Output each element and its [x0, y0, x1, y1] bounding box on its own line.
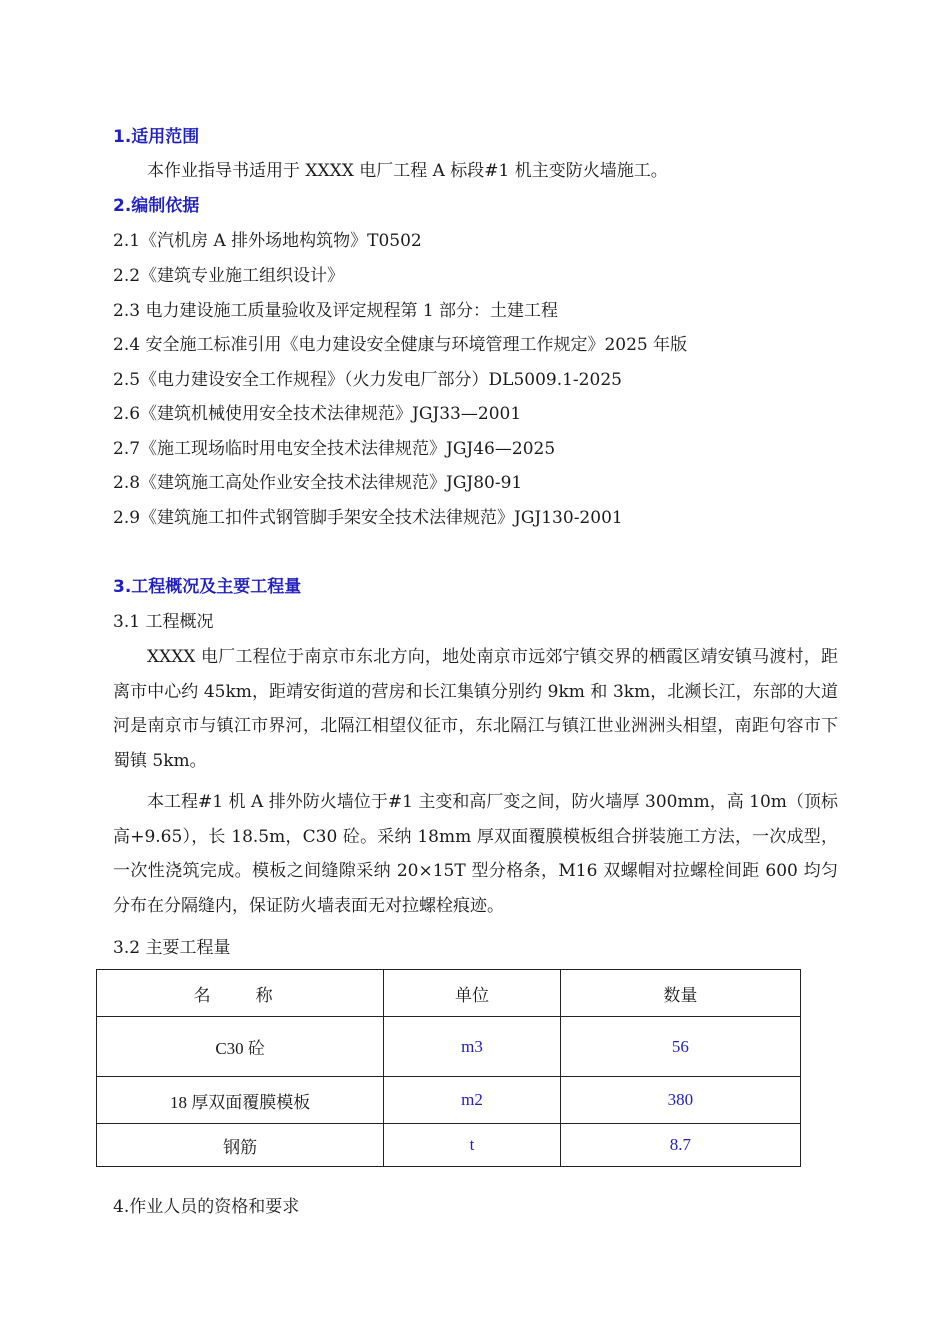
section-1-heading: 1.适用范围 [113, 127, 200, 147]
reference-item: 2.6《建筑机械使用安全技术法律规范》JGJ33—2001 [113, 404, 522, 424]
row-unit: t [384, 1124, 560, 1167]
quantities-table [96, 969, 801, 1167]
reference-item: 2.5《电力建设安全工作规程》（火力发电厂部分）DL5009.1-2025 [113, 370, 622, 390]
subsection-3-1-title: 3.1 工程概况 [113, 612, 214, 632]
row-name: C30 砼 [97, 1017, 384, 1077]
reference-item: 2.4 安全施工标准引用《电力建设安全健康与环境管理工作规定》2025 年版 [113, 335, 688, 355]
header-unit: 单位 [384, 970, 560, 1017]
header-name: 名 称 [97, 970, 384, 1017]
row-name: 钢筋 [97, 1124, 384, 1167]
table-row [97, 1017, 801, 1077]
reference-item: 2.2《建筑专业施工组织设计》 [113, 266, 345, 286]
section-2-heading: 2.编制依据 [113, 196, 200, 216]
row-quantity: 56 [560, 1017, 800, 1077]
row-name: 18 厚双面覆膜模板 [97, 1077, 384, 1124]
row-quantity: 380 [560, 1077, 800, 1124]
row-quantity: 8.7 [560, 1124, 800, 1167]
firewall-description-paragraph: 本工程#1 机 A 排外防火墙位于#1 主变和高厂变之间，防火墙厚 300mm，高 10m（顶标高+9.65），长 18.5m，C30 砼。采纳 18mm 厚双面覆膜模板组合拼装施工方法，一次成型，一次性浇筑完成。模板之间缝隙采纳 20×15T 型分格条，M16 双螺帽对拉螺栓间距 600 均匀分布在分隔缝内，保证防火墙表面无对拉螺栓痕迹。 [113, 792, 838, 916]
row-unit: m2 [384, 1077, 560, 1124]
table-row [97, 1077, 801, 1124]
table-row [97, 1124, 801, 1167]
reference-item: 2.7《施工现场临时用电安全技术法律规范》JGJ46—2025 [113, 439, 556, 459]
header-quantity: 数量 [560, 970, 800, 1017]
table-header-row [97, 970, 801, 1017]
row-unit: m3 [384, 1017, 560, 1077]
project-overview-paragraph: XXXX 电厂工程位于南京市东北方向，地处南京市远郊宁镇交界的栖霞区靖安镇马渡村，距离市中心约 45km，距靖安街道的营房和长江集镇分别约 9km 和 3km，北濒长江，东部的大道河是南京市与镇江市界河，北隔江相望仪征市，东北隔江与镇江世业洲洲头相望，南距句容市下蜀镇 5km。 [113, 647, 838, 771]
reference-item: 2.9《建筑施工扣件式钢管脚手架安全技术法律规范》JGJ130-2001 [113, 508, 623, 528]
section-3-heading: 3.工程概况及主要工程量 [113, 577, 302, 597]
reference-item: 2.3 电力建设施工质量验收及评定规程第 1 部分：土建工程 [113, 301, 559, 321]
reference-item: 2.8《建筑施工高处作业安全技术法律规范》JGJ80-91 [113, 473, 523, 493]
section-1-body: 本作业指导书适用于 XXXX 电厂工程 A 标段#1 机主变防火墙施工。 [147, 161, 668, 181]
reference-item: 2.1《汽机房 A 排外场地构筑物》T0502 [113, 231, 422, 251]
section-4-heading: 4.作业人员的资格和要求 [113, 1197, 300, 1217]
subsection-3-2-title: 3.2 主要工程量 [113, 938, 231, 958]
